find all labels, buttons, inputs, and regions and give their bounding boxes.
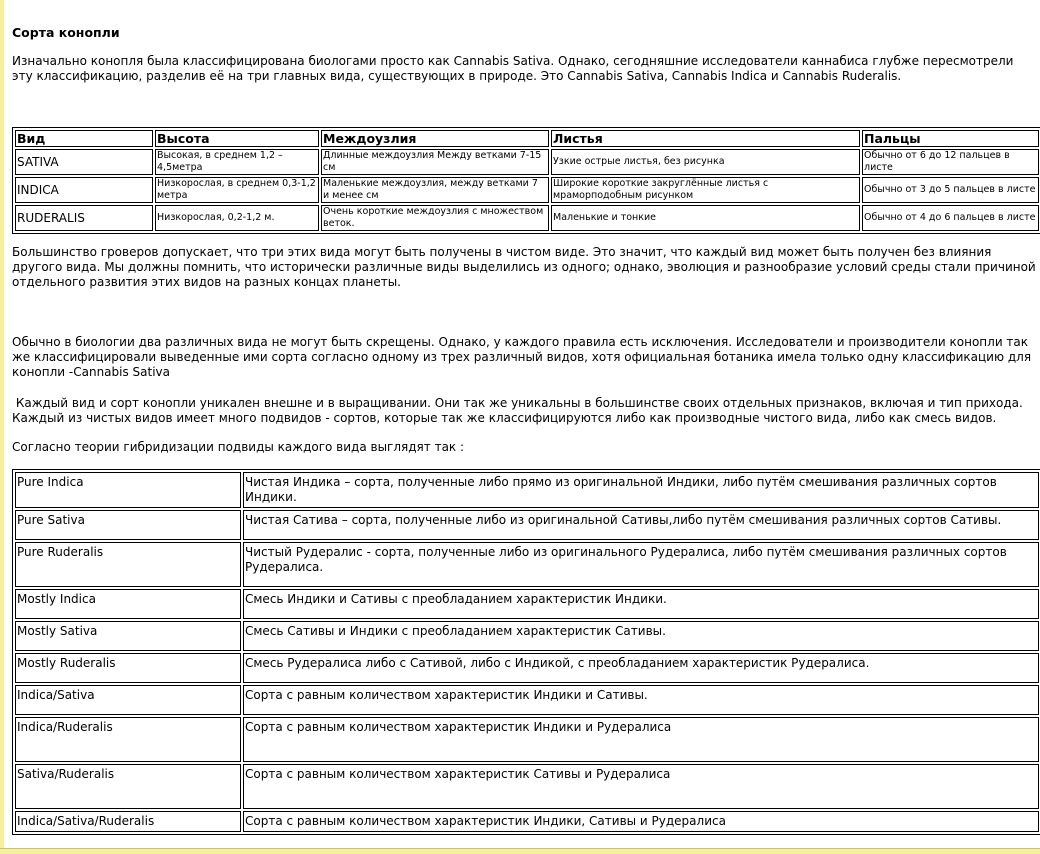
species-leaves: Широкие короткие закруглённые листья с мраморподобным рисунком bbox=[551, 177, 860, 203]
hybrid-name: Pure Indica bbox=[15, 472, 241, 508]
species-name: SATIVA bbox=[15, 149, 153, 175]
hybrid-name: Indica/Sativa/Ruderalis bbox=[15, 811, 241, 832]
species-internodes: Очень короткие междоузлия с множеством веток. bbox=[321, 205, 549, 231]
species-fingers: Обычно от 6 до 12 пальцев в листе bbox=[862, 149, 1039, 175]
hybrid-name: Indica/Ruderalis bbox=[15, 717, 241, 762]
table-row bbox=[15, 685, 1039, 715]
hybrid-name: Mostly Ruderalis bbox=[15, 653, 241, 683]
hybrid-table bbox=[12, 469, 1040, 835]
species-fingers: Обычно от 4 до 6 пальцев в листе bbox=[862, 205, 1039, 231]
table-row bbox=[15, 653, 1039, 683]
table-row bbox=[15, 177, 1039, 203]
table-row bbox=[15, 472, 1039, 508]
hybrid-description: Чистая Сатива – сорта, полученные либо из оригинальной Сативы,либо путём смешивания различных сортов Сативы. bbox=[243, 510, 1039, 540]
species-table-header-row bbox=[15, 130, 1039, 147]
species-height: Высокая, в среднем 1,2 – 4,5метра bbox=[155, 149, 319, 175]
species-name: INDICA bbox=[15, 177, 153, 203]
biology-paragraph: Обычно в биологии два различных вида не могут быть скрещены. Однако, у каждого правила есть исключения. Исследователи и производители конопли так же классифицировали выведенные ими сорта согласно одному из трех различный видов, хотя официальная ботаника имела только одну классификацию для конопли -Cannabis Sativa bbox=[12, 335, 1032, 379]
table-row bbox=[15, 149, 1039, 175]
header-leaves: Листья bbox=[551, 130, 860, 147]
page-title: Сорта конопли bbox=[12, 25, 120, 40]
hybrid-name: Mostly Indica bbox=[15, 589, 241, 619]
table-row bbox=[15, 510, 1039, 540]
hybrid-name: Indica/Sativa bbox=[15, 685, 241, 715]
table-row bbox=[15, 764, 1039, 809]
hybrid-description: Сорта с равным количеством характеристик Индики и Рудералиса bbox=[243, 717, 1039, 762]
hybrid-description: Смесь Индики и Сативы с преобладанием характеристик Индики. bbox=[243, 589, 1039, 619]
hybrid-description: Чистая Индика – сорта, полученные либо прямо из оригинальной Индики, либо путём смешивания различных сортов Индики. bbox=[243, 472, 1039, 508]
window-frame-left bbox=[0, 0, 4, 854]
species-name: RUDERALIS bbox=[15, 205, 153, 231]
table-row bbox=[15, 542, 1039, 587]
header-internodes: Междоузлия bbox=[321, 130, 549, 147]
table-row bbox=[15, 811, 1039, 832]
table-row bbox=[15, 621, 1039, 651]
hybrid-description: Сорта с равным количеством характеристик Индики и Сативы. bbox=[243, 685, 1039, 715]
header-species: Вид bbox=[15, 130, 153, 147]
hybrid-description: Сорта с равным количеством характеристик Сативы и Рудералиса bbox=[243, 764, 1039, 809]
hybrid-name: Pure Sativa bbox=[15, 510, 241, 540]
hybrid-description: Смесь Сативы и Индики с преобладанием характеристик Сативы. bbox=[243, 621, 1039, 651]
table-row bbox=[15, 589, 1039, 619]
species-fingers: Обычно от 3 до 5 пальцев в листе bbox=[862, 177, 1039, 203]
intro-paragraph: Изначально конопля была классифицирована биологами просто как Cannabis Sativa. Однако, сегодняшние исследователи каннабиса глубже пересмотрели эту классификацию, разделив её на три главных вида, существующих в природе. Это Cannabis Sativa, Cannabis Indica и Cannabis Ruderalis. bbox=[12, 54, 1014, 83]
species-internodes: Длинные междоузлия Между ветками 7-15 см bbox=[321, 149, 549, 175]
header-height: Высота bbox=[155, 130, 319, 147]
species-leaves: Узкие острые листья, без рисунка bbox=[551, 149, 860, 175]
hybrid-name: Mostly Sativa bbox=[15, 621, 241, 651]
species-height: Низкорослая, в среднем 0,3-1,2 метра bbox=[155, 177, 319, 203]
species-table bbox=[12, 127, 1040, 234]
species-internodes: Маленькие междоузлия, между ветками 7 и менее см bbox=[321, 177, 549, 203]
hybrid-name: Sativa/Ruderalis bbox=[15, 764, 241, 809]
growers-paragraph: Большинство гроверов допускает, что три этих вида могут быть получены в чистом виде. Это значит, что каждый вид может быть получен без влияния другого вида. Мы должны помнить, что исторически различные виды выделились из одного; однако, эволюция и разнообразие условий среды стали причиной отдельного развития этих видов на разных концах планеты. bbox=[12, 245, 1036, 289]
table-row bbox=[15, 717, 1039, 762]
hybrid-name: Pure Ruderalis bbox=[15, 542, 241, 587]
hybrid-description: Смесь Рудералиса либо с Сативой, либо с Индикой, с преобладанием характеристик Рудералиса. bbox=[243, 653, 1039, 683]
window-frame-bottom bbox=[0, 849, 1040, 854]
header-fingers: Пальцы bbox=[862, 130, 1039, 147]
hybrid-description: Чистый Рудералис - сорта, полученные либо из оригинального Рудералиса, либо путём смешивания различных сортов Рудералиса. bbox=[243, 542, 1039, 587]
uniqueness-paragraph: Каждый вид и сорт конопли уникален внешне и в выращивании. Они так же уникальны в большинстве своих отдельных признаков, включая и тип прихода. Каждый из чистых видов имеет много подвидов - сортов, которые так же классифицируются либо как производные чистого вида, либо как смесь видов. bbox=[12, 396, 1027, 425]
table-row bbox=[15, 205, 1039, 231]
hybridization-paragraph: Согласно теории гибридизации подвиды каждого вида выглядят так : bbox=[12, 440, 465, 454]
species-height: Низкорослая, 0,2-1,2 м. bbox=[155, 205, 319, 231]
species-leaves: Маленькие и тонкие bbox=[551, 205, 860, 231]
hybrid-description: Сорта с равным количеством характеристик Индики, Сативы и Рудералиса bbox=[243, 811, 1039, 832]
